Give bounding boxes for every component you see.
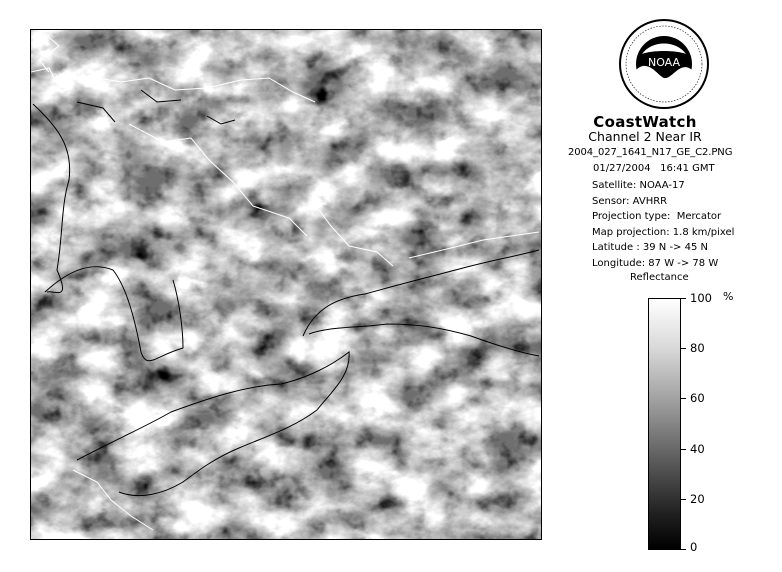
- product-title: CoastWatch: [593, 113, 697, 131]
- noaa-logo: [618, 18, 710, 110]
- map-projection: Map projection: 1.8 km/pixel: [592, 227, 735, 238]
- longitude-range: Longitude: 87 W -> 78 W: [592, 258, 719, 269]
- tick-label-100: 100: [690, 291, 712, 305]
- logo-text: NOAA: [647, 56, 681, 69]
- legend-title: Reflectance: [630, 272, 689, 283]
- tick-label-60: 60: [690, 391, 705, 405]
- reflectance-colorbar: [648, 298, 681, 550]
- latitude-range: Latitude : 39 N -> 45 N: [592, 242, 708, 253]
- satellite-image: [30, 29, 542, 540]
- satellite-image-svg: [31, 30, 541, 539]
- bright-cloud-texture: [31, 30, 541, 539]
- projection-type: Projection type: Mercator: [592, 211, 722, 222]
- tick-label-20: 20: [690, 492, 705, 506]
- tick-mark: [681, 398, 686, 399]
- info-panel: [560, 0, 782, 572]
- tick-label-40: 40: [690, 442, 705, 456]
- satellite-info: Satellite: NOAA-17: [592, 180, 685, 191]
- tick-mark: [681, 298, 686, 299]
- tick-mark: [681, 348, 686, 349]
- tick-mark: [681, 549, 686, 550]
- legend-unit: %: [723, 290, 734, 303]
- tick-mark: [681, 449, 686, 450]
- tick-mark: [681, 499, 686, 500]
- filename: 2004_027_1641_N17_GE_C2.PNG: [568, 147, 733, 158]
- tick-label-80: 80: [690, 341, 705, 355]
- date-time: 01/27/2004 16:41 GMT: [593, 163, 715, 174]
- tick-label-0: 0: [690, 540, 698, 554]
- channel-subtitle: Channel 2 Near IR: [588, 129, 702, 144]
- sensor-info: Sensor: AVHRR: [592, 196, 668, 207]
